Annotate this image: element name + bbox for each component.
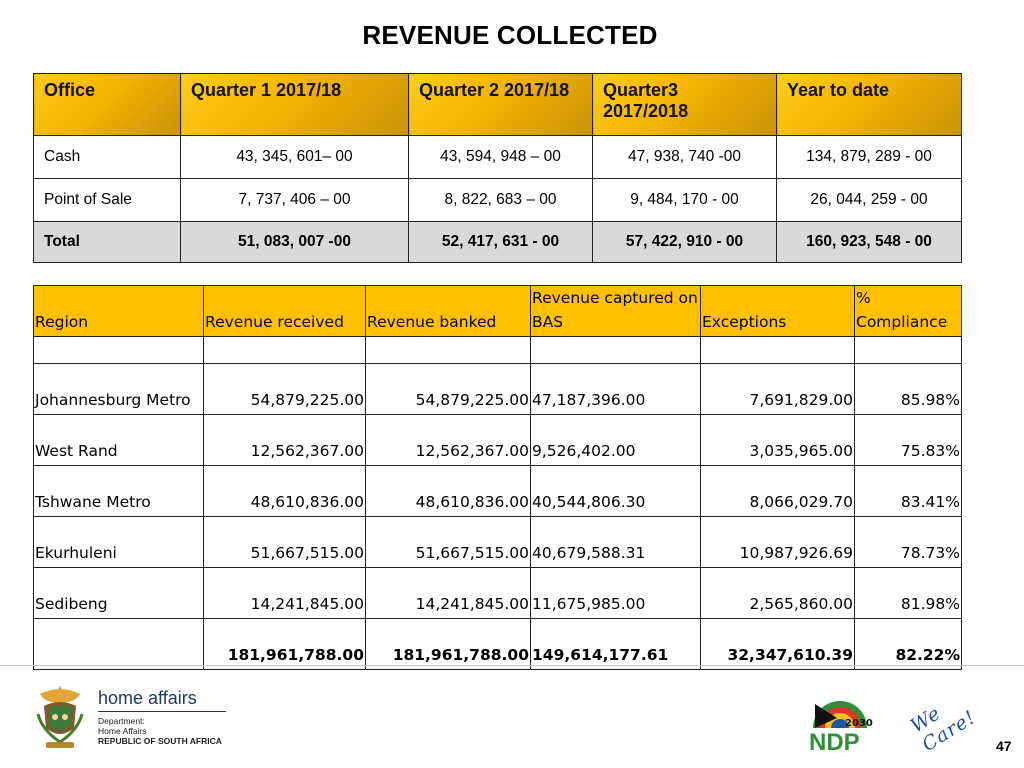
dept-line: Department: <box>98 716 145 726</box>
table-cell: 134, 879, 289 - 00 <box>777 136 962 179</box>
column-header: Year to date <box>777 74 962 136</box>
column-header: Revenue received <box>204 286 366 337</box>
dept-line: REPUBLIC OF SOUTH AFRICA <box>98 736 222 746</box>
sum-row <box>34 619 962 670</box>
table-cell: 85.98% <box>855 364 962 415</box>
table-cell: 14,241,845.00 <box>204 568 366 619</box>
table-cell: 14,241,845.00 <box>366 568 531 619</box>
table-row <box>34 415 962 466</box>
table-cell: 9,526,402.00 <box>531 415 701 466</box>
table-cell: 7, 737, 406 – 00 <box>181 179 409 222</box>
table-cell: 81.98% <box>855 568 962 619</box>
table-cell: 11,675,985.00 <box>531 568 701 619</box>
table-cell: 75.83% <box>855 415 962 466</box>
empty-cell <box>366 337 531 364</box>
table-cell: 47, 938, 740 -00 <box>593 136 777 179</box>
table-cell: 7,691,829.00 <box>701 364 855 415</box>
blank-row <box>34 337 962 364</box>
brand-name: home affairs <box>98 688 197 708</box>
empty-cell <box>531 337 701 364</box>
table-cell: 32,347,610.39 <box>701 619 855 670</box>
table-cell: 78.73% <box>855 517 962 568</box>
ndp-text: NDP <box>809 729 860 752</box>
office-revenue-table <box>33 73 962 263</box>
page-title: REVENUE COLLECTED <box>362 20 658 50</box>
row-label: Cash <box>34 136 181 179</box>
region-cell: Sedibeng <box>34 568 204 619</box>
table-row <box>34 364 962 415</box>
page-number: 47 <box>996 738 1012 754</box>
table-cell: 8,066,029.70 <box>701 466 855 517</box>
table-row <box>34 136 962 179</box>
region-cell <box>34 619 204 670</box>
column-header: Revenue captured on BAS <box>531 286 701 337</box>
ndp-year: 2030 <box>845 718 873 729</box>
table-cell: 43, 345, 601– 00 <box>181 136 409 179</box>
table-cell: 3,035,965.00 <box>701 415 855 466</box>
table-cell: 8, 822, 683 – 00 <box>409 179 593 222</box>
table-cell: 12,562,367.00 <box>366 415 531 466</box>
ndp-logo-icon <box>805 688 875 752</box>
table-row <box>34 179 962 222</box>
table-cell: 181,961,788.00 <box>204 619 366 670</box>
table-cell: 149,614,177.61 <box>531 619 701 670</box>
column-header: Exceptions <box>701 286 855 337</box>
table-row <box>34 517 962 568</box>
table-row <box>34 568 962 619</box>
table-cell: 48,610,836.00 <box>366 466 531 517</box>
footer-divider <box>0 665 1024 666</box>
empty-cell <box>204 337 366 364</box>
total-row <box>34 222 962 263</box>
coat-of-arms-icon <box>34 684 86 752</box>
row-label: Point of Sale <box>34 179 181 222</box>
table-cell: 12,562,367.00 <box>204 415 366 466</box>
table-cell: 54,879,225.00 <box>366 364 531 415</box>
column-header: Quarter 1 2017/18 <box>181 74 409 136</box>
table-cell: 54,879,225.00 <box>204 364 366 415</box>
table-cell: 51,667,515.00 <box>366 517 531 568</box>
table-cell: 83.41% <box>855 466 962 517</box>
table-cell: 160, 923, 548 - 00 <box>777 222 962 263</box>
region-cell: Ekurhuleni <box>34 517 204 568</box>
table-cell: 9, 484, 170 - 00 <box>593 179 777 222</box>
table-cell: 57, 422, 910 - 00 <box>593 222 777 263</box>
empty-cell <box>34 337 204 364</box>
table-cell: 10,987,926.69 <box>701 517 855 568</box>
column-header: % Compliance <box>855 286 962 337</box>
table-cell: 26, 044, 259 - 00 <box>777 179 962 222</box>
dept-line: Home Affairs <box>98 726 147 736</box>
column-header: Revenue banked <box>366 286 531 337</box>
table-cell: 47,187,396.00 <box>531 364 701 415</box>
column-header: Quarter 2 2017/18 <box>409 74 593 136</box>
slogan: We Care! <box>906 702 980 756</box>
table-header-row <box>34 286 962 337</box>
row-label: Total <box>34 222 181 263</box>
brand-rule <box>98 711 226 712</box>
table-cell: 52, 417, 631 - 00 <box>409 222 593 263</box>
table-cell: 181,961,788.00 <box>366 619 531 670</box>
table-cell: 82.22% <box>855 619 962 670</box>
home-affairs-logo <box>98 688 226 746</box>
table-cell: 51,667,515.00 <box>204 517 366 568</box>
region-cell: Johannesburg Metro <box>34 364 204 415</box>
table-cell: 43, 594, 948 – 00 <box>409 136 593 179</box>
table-row <box>34 466 962 517</box>
table-cell: 48,610,836.00 <box>204 466 366 517</box>
table-cell: 51, 083, 007 -00 <box>181 222 409 263</box>
table-header-row <box>34 74 962 136</box>
region-revenue-table <box>33 285 962 670</box>
column-header: Region <box>34 286 204 337</box>
column-header: Quarter3 2017/2018 <box>593 74 777 136</box>
column-header: Office <box>34 74 181 136</box>
empty-cell <box>855 337 962 364</box>
table-cell: 40,544,806.30 <box>531 466 701 517</box>
region-cell: West Rand <box>34 415 204 466</box>
table-cell: 2,565,860.00 <box>701 568 855 619</box>
region-cell: Tshwane Metro <box>34 466 204 517</box>
empty-cell <box>701 337 855 364</box>
table-cell: 40,679,588.31 <box>531 517 701 568</box>
